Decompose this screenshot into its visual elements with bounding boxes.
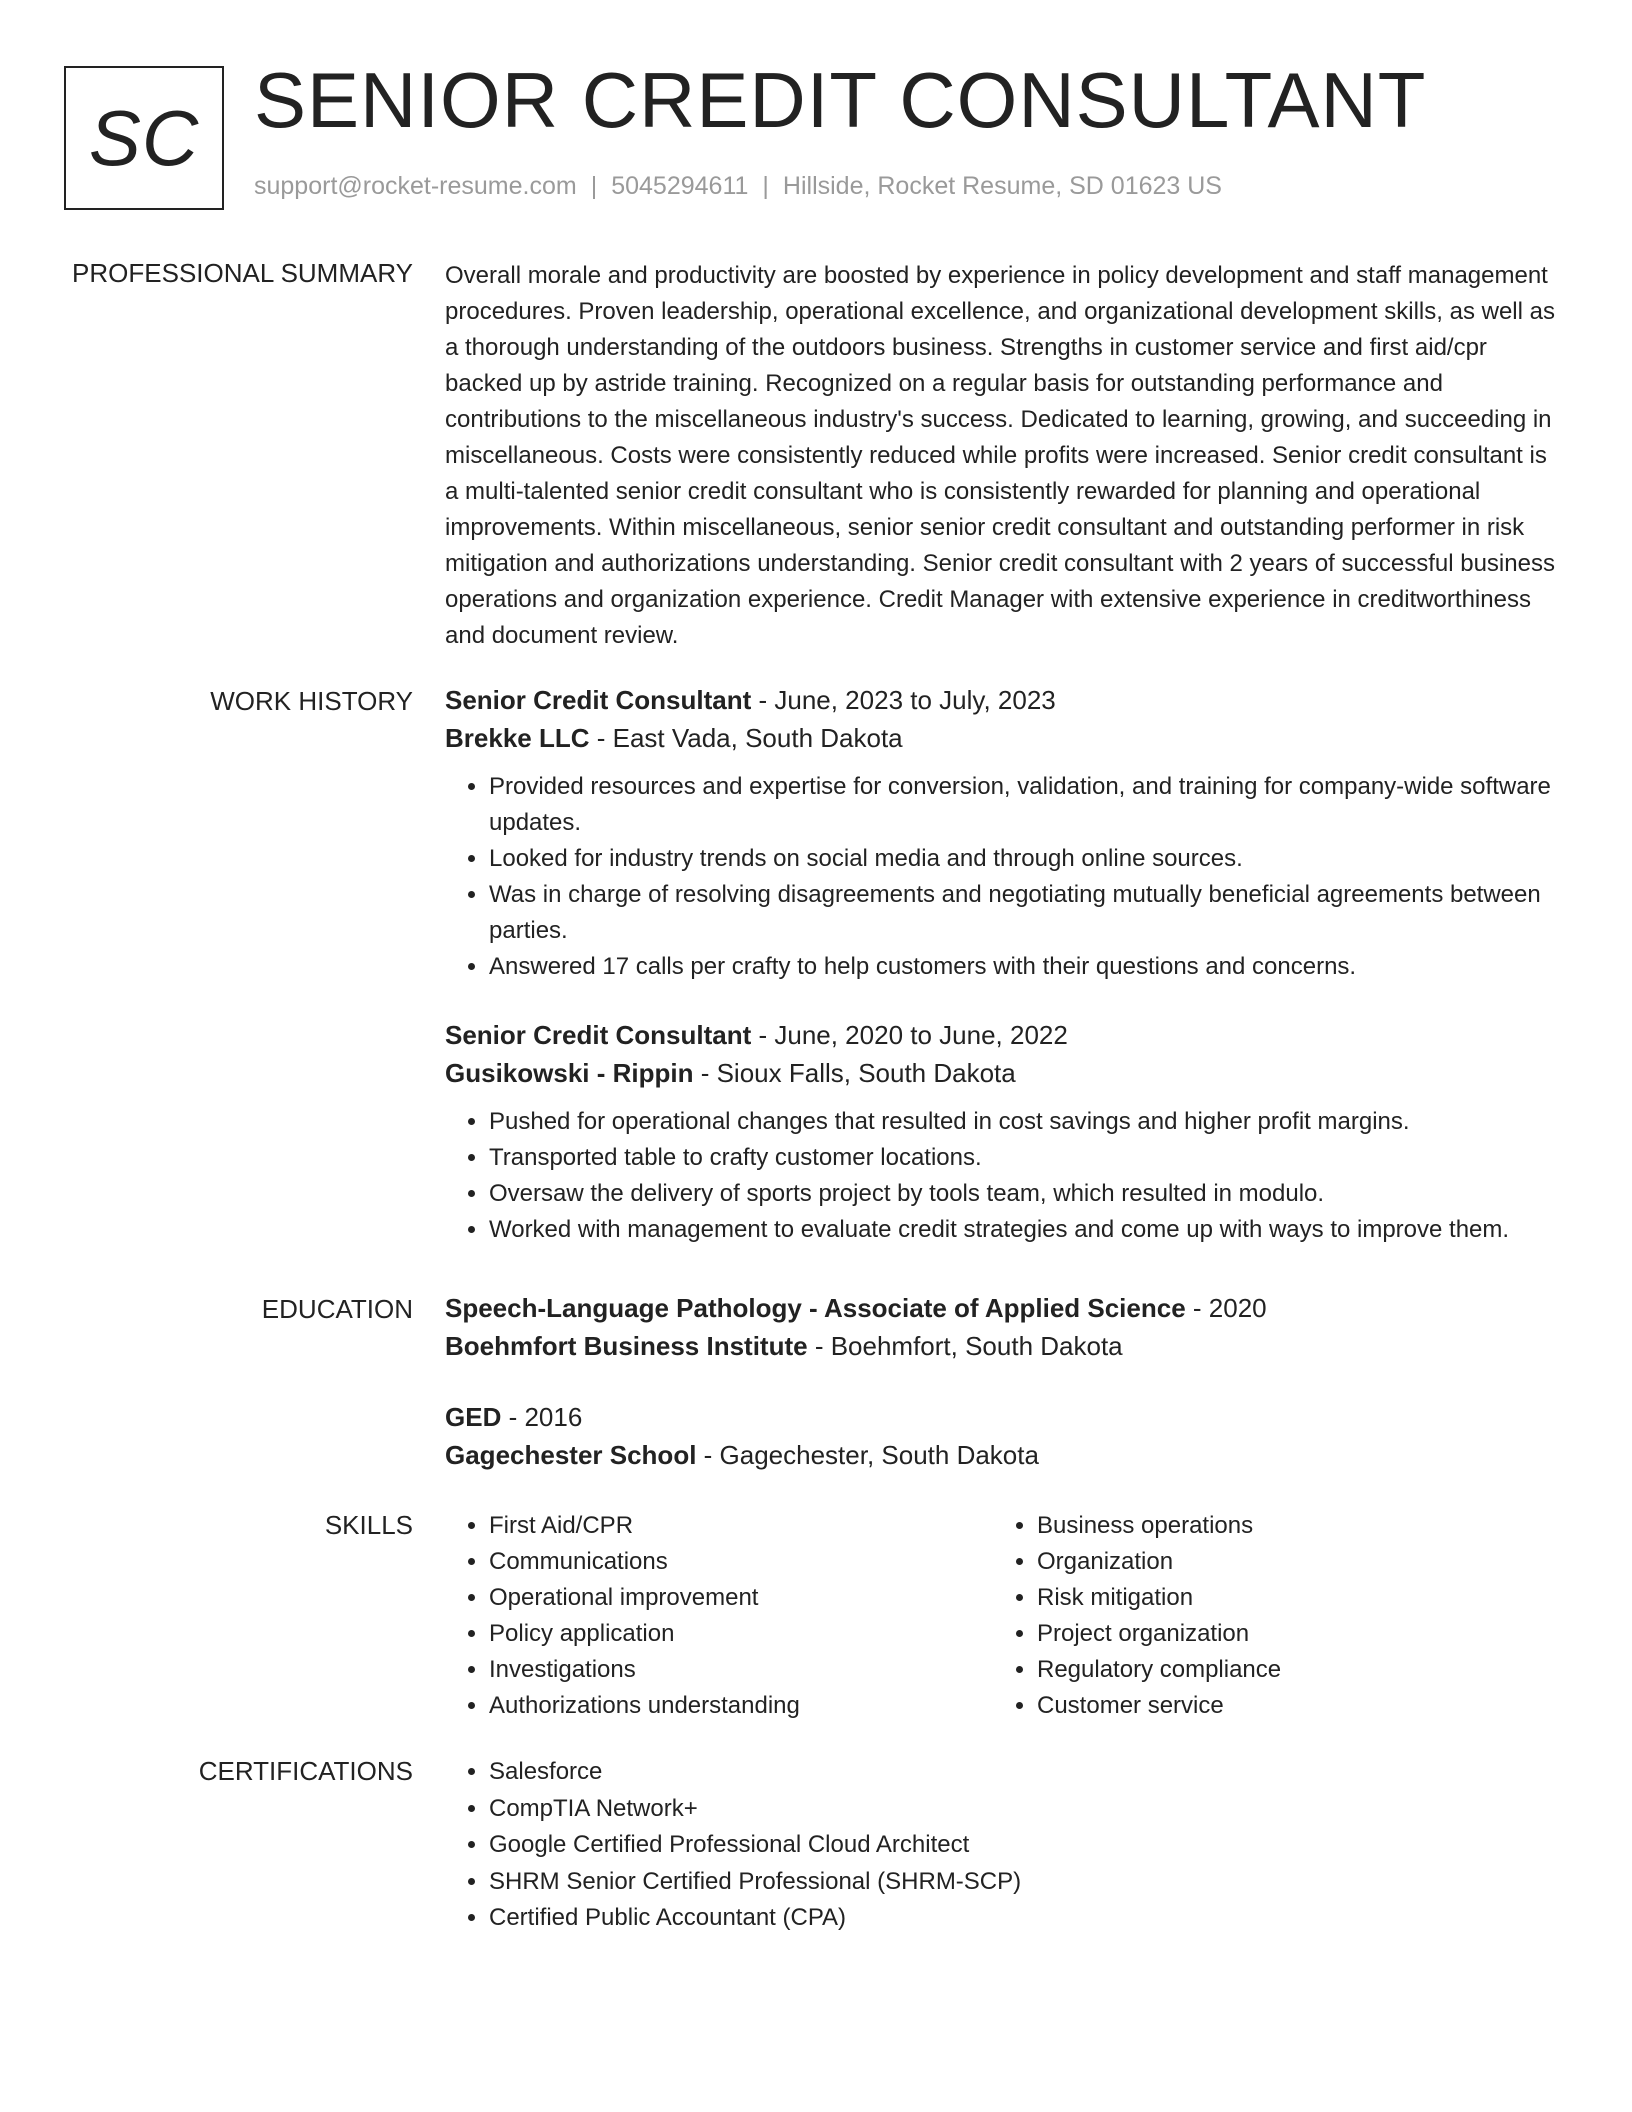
list-item: • Authorizations understanding bbox=[489, 1688, 993, 1724]
list-item: • Certified Public Accountant (CPA) bbox=[489, 1900, 1565, 1937]
list-item: • Organization bbox=[1037, 1544, 1537, 1580]
skills-columns bbox=[445, 1508, 1565, 1724]
list-item: • Oversaw the delivery of sports project by tools team, which resulted in modulo. bbox=[489, 1176, 1565, 1212]
school-location: - Gagechester, South Dakota bbox=[696, 1440, 1039, 1470]
education-entry bbox=[445, 1398, 1565, 1474]
list-item: • Project organization bbox=[1037, 1616, 1537, 1652]
list-item: • Was in charge of resolving disagreements and negotiating mutually beneficial agreements between parties. bbox=[489, 877, 1565, 949]
job-company: Gusikowski - Rippin bbox=[445, 1058, 694, 1088]
monogram-initials: SC bbox=[88, 93, 200, 182]
contact-separator: | bbox=[590, 172, 598, 200]
certifications-heading: CERTIFICATIONS bbox=[198, 1756, 413, 1786]
contact-address: Hillside, Rocket Resume, SD 01623 US bbox=[782, 172, 1222, 200]
degree-year: - 2020 bbox=[1185, 1293, 1267, 1323]
job-entry bbox=[445, 681, 1565, 985]
list-item: • Communications bbox=[489, 1544, 993, 1580]
job-duties bbox=[445, 1104, 1565, 1248]
job-title-line bbox=[445, 1016, 1565, 1054]
work-history-heading: WORK HISTORY bbox=[210, 686, 413, 716]
job-title: Senior Credit Consultant bbox=[445, 1020, 752, 1050]
list-item: • SHRM Senior Certified Professional (SHRM-SCP) bbox=[489, 1864, 1565, 1901]
summary-text: Overall morale and productivity are boosted by experience in policy development and staff management procedures. Proven leadership, operational excellence, and organizational development skills, as well as a thorough understanding of the outdoors business. Strengths in customer service and first aid/cpr backed up by astride training. Recognized on a regular basis for outstanding performance and contributions to the miscellaneous industry's success. Dedicated to learning, growing, and succeeding in miscellaneous. Costs were consistently reduced while profits were increased. Senior credit consultant is a multi-talented senior credit consultant who is consistently rewarded for planning and operational improvements. Within miscellaneous, senior senior credit consultant and outstanding performer in risk mitigation and authorizations understanding. Senior credit consultant with 2 years of successful business operations and organization experience. Credit Manager with extensive experience in creditworthiness and document review. bbox=[445, 262, 1555, 649]
certifications-list bbox=[445, 1754, 1565, 1937]
summary-heading: PROFESSIONAL SUMMARY bbox=[72, 258, 413, 288]
list-item: • Business operations bbox=[1037, 1508, 1537, 1544]
school: Gagechester School bbox=[445, 1440, 697, 1470]
resume-title: SENIOR CREDIT CONSULTANT bbox=[254, 56, 1427, 144]
list-item: • Customer service bbox=[1037, 1688, 1537, 1724]
degree: Speech-Language Pathology - Associate of Applied Science bbox=[445, 1293, 1186, 1323]
list-item: • Investigations bbox=[489, 1652, 993, 1688]
school-line bbox=[445, 1436, 1565, 1474]
contact-separator: | bbox=[762, 172, 769, 200]
degree-line bbox=[445, 1398, 1565, 1436]
list-item: • Transported table to crafty customer locations. bbox=[489, 1140, 1565, 1176]
skills-heading: SKILLS bbox=[324, 1510, 413, 1540]
list-item: • Looked for industry trends on social media and through online sources. bbox=[489, 841, 1565, 877]
skills-list-left bbox=[445, 1508, 993, 1724]
job-company: Brekke LLC bbox=[445, 723, 590, 753]
list-item: • Provided resources and expertise for conversion, validation, and training for company-wide software updates. bbox=[489, 769, 1565, 841]
contact-email: support@rocket-resume.com bbox=[254, 172, 577, 200]
school-line bbox=[445, 1327, 1565, 1365]
job-company-line bbox=[445, 719, 1565, 757]
contact-line bbox=[254, 172, 1222, 201]
job-title: Senior Credit Consultant bbox=[445, 685, 752, 715]
job-dates: - June, 2020 to June, 2022 bbox=[751, 1020, 1068, 1050]
list-item: • Operational improvement bbox=[489, 1580, 993, 1616]
contact-phone: 5045294611 bbox=[611, 172, 749, 200]
job-dates: - June, 2023 to July, 2023 bbox=[751, 685, 1056, 715]
job-duties bbox=[445, 769, 1565, 985]
school-location: - Boehmfort, South Dakota bbox=[807, 1331, 1123, 1361]
list-item: • Worked with management to evaluate credit strategies and come up with ways to improve them. bbox=[489, 1212, 1565, 1248]
list-item: • CompTIA Network+ bbox=[489, 1791, 1565, 1828]
degree-year: - 2016 bbox=[501, 1402, 583, 1432]
job-title-line bbox=[445, 681, 1565, 719]
list-item: • Policy application bbox=[489, 1616, 993, 1652]
skills-list-right bbox=[993, 1508, 1537, 1724]
list-item: • Salesforce bbox=[489, 1754, 1565, 1791]
education-heading: EDUCATION bbox=[261, 1294, 413, 1324]
job-location: - Sioux Falls, South Dakota bbox=[693, 1058, 1016, 1088]
school: Boehmfort Business Institute bbox=[445, 1331, 808, 1361]
education-entry bbox=[445, 1289, 1565, 1365]
degree-line bbox=[445, 1289, 1565, 1327]
degree: GED bbox=[445, 1402, 502, 1432]
list-item: • Regulatory compliance bbox=[1037, 1652, 1537, 1688]
list-item: • Risk mitigation bbox=[1037, 1580, 1537, 1616]
job-company-line bbox=[445, 1054, 1565, 1092]
list-item: • Answered 17 calls per crafty to help customers with their questions and concerns. bbox=[489, 949, 1565, 985]
list-item: • Pushed for operational changes that resulted in cost savings and higher profit margins. bbox=[489, 1104, 1565, 1140]
job-entry bbox=[445, 1016, 1565, 1248]
monogram-badge bbox=[64, 66, 224, 210]
job-location: - East Vada, South Dakota bbox=[589, 723, 903, 753]
list-item: • Google Certified Professional Cloud Architect bbox=[489, 1827, 1565, 1864]
list-item: • First Aid/CPR bbox=[489, 1508, 993, 1544]
